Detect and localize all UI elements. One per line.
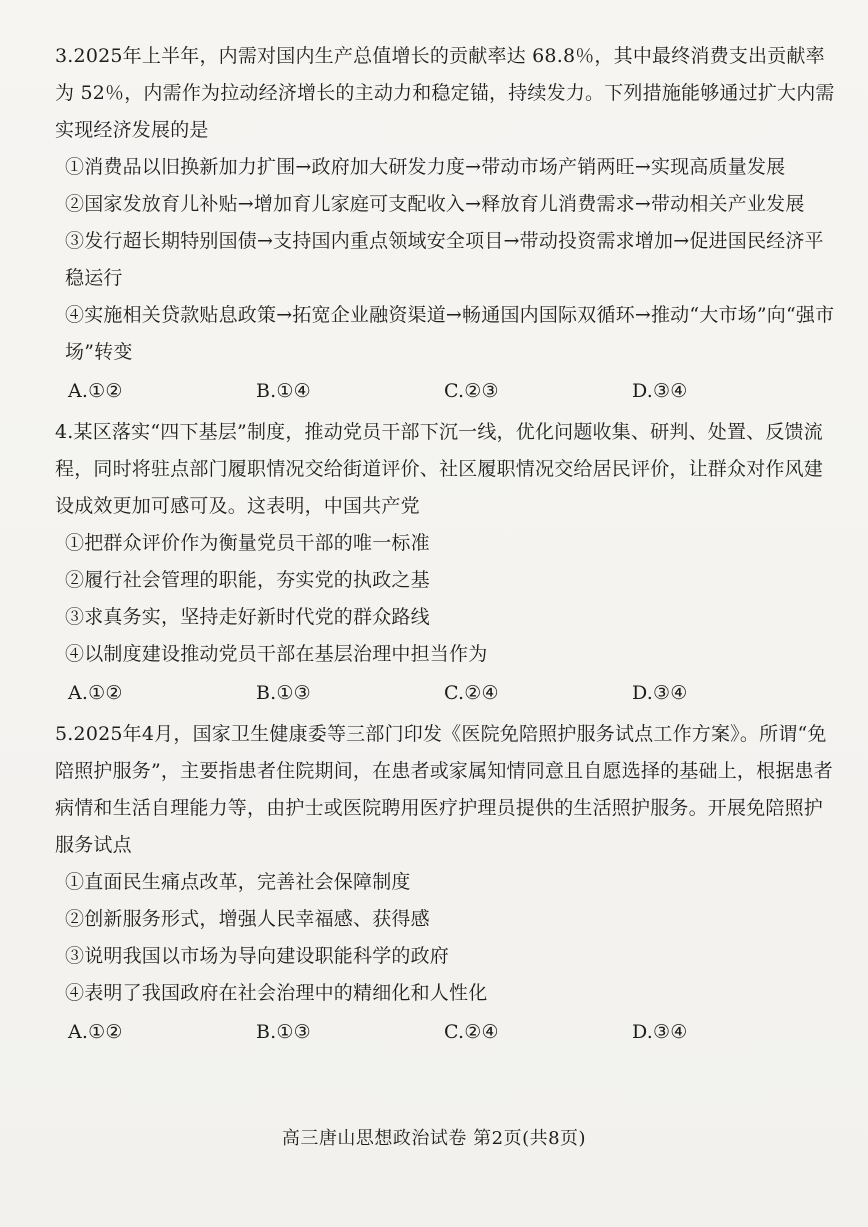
option-1: ①把群众评价作为衡量党员干部的唯一标准 [65,532,430,554]
answer-choices [55,675,835,712]
question-stem: 4.某区落实“四下基层”制度，推动党员干部下沉一线，优化问题收集、研判、处置、反馈流程，同时将驻点部门履职情况交给街道评价、社区履职情况交给居民评价，让群众对作风建设成效更加可感可及。这表明，中国共产党 [55,421,824,517]
question-4 [55,414,835,712]
question-stem: 3.2025年上半年，内需对国内生产总值增长的贡献率达 68.8％，其中最终消费支出贡献率为 52％，内需作为拉动经济增长的主动力和稳定锚，持续发力。下列措施能够通过扩大内需实现经济发展的是 [55,45,835,141]
option-2: ②创新服务形式，增强人民幸福感、获得感 [65,908,430,930]
answer-c: C.②④ [444,1021,499,1043]
answer-b: B.①③ [256,1021,311,1043]
option-2: ②国家发放育儿补贴→增加育儿家庭可支配收入→释放育儿消费需求→带动相关产业发展 [65,193,805,215]
answer-d: D.③④ [632,682,688,704]
answer-c: C.②③ [444,380,499,402]
option-1: ①直面民生痛点改革，完善社会保障制度 [65,871,411,893]
question-5 [55,716,835,1051]
answer-b: B.①④ [256,380,311,402]
page-footer: 高三唐山思想政治试卷 第2页(共8页) [281,1128,587,1149]
option-3: ③求真务实，坚持走好新时代党的群众路线 [65,606,430,628]
question-stem: 5.2025年4月，国家卫生健康委等三部门印发《医院免陪照护服务试点工作方案》。所谓“免陪照护服务”，主要指患者住院期间，在患者或家属知情同意且自愿选择的基础上，根据患者病情和生活自理能力等，由护士或医院聘用医疗护理员提供的生活照护服务。开展免陪照护服务试点 [55,723,833,856]
answer-a: A.①② [68,682,123,704]
option-2: ②履行社会管理的职能，夯实党的执政之基 [65,569,430,591]
question-3 [55,38,835,410]
answer-d: D.③④ [632,1021,688,1043]
answer-c: C.②④ [444,682,499,704]
option-4: ④以制度建设推动党员干部在基层治理中担当作为 [65,643,488,665]
answer-choices [55,373,835,410]
option-1: ①消费品以旧换新加力扩围→政府加大研发力度→带动市场产销两旺→实现高质量发展 [65,156,786,178]
answer-a: A.①② [68,1021,123,1043]
page-content [55,38,835,1053]
answer-choices [55,1014,835,1051]
answer-a: A.①② [68,380,123,402]
option-3: ③发行超长期特别国债→支持国内重点领域安全项目→带动投资需求增加→促进国民经济平稳运行 [65,230,824,289]
option-3: ③说明我国以市场为导向建设职能科学的政府 [65,945,450,967]
option-4: ④表明了我国政府在社会治理中的精细化和人性化 [65,982,488,1004]
answer-b: B.①③ [256,682,311,704]
answer-d: D.③④ [632,380,688,402]
option-4: ④实施相关贷款贴息政策→拓宽企业融资渠道→畅通国内国际双循环→推动“大市场”向“强市场”转变 [65,304,835,363]
